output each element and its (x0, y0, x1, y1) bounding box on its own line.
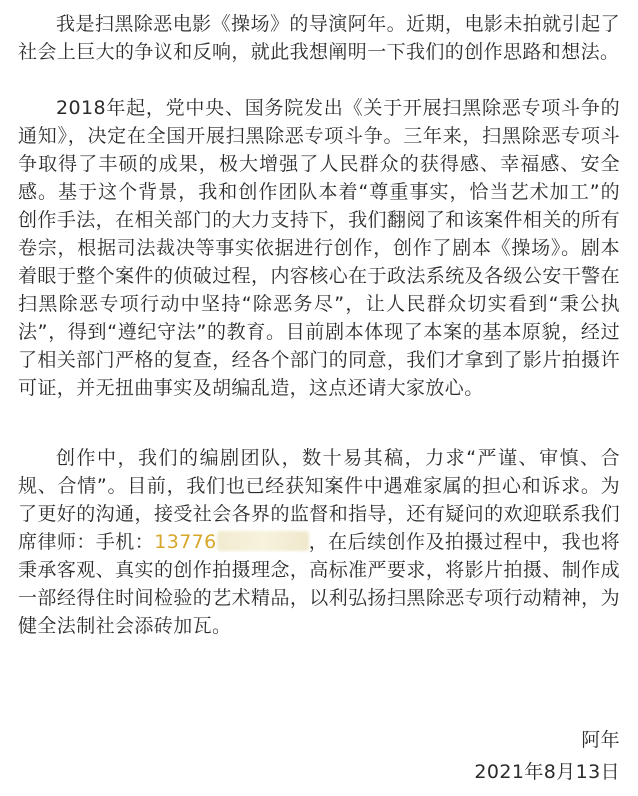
paragraph-background: 2018年起，党中央、国务院发出《关于开展扫黑除恶专项斗争的通知》，决定在全国开展扫黑除恶专项斗争。三年来，扫黑除恶专项斗争取得了丰硕的成果，极大增强了人民群众的获得感、幸福感、安全感。基于这个背景，我和创作团队本着“尊重事实，恰当艺术加工”的创作手法，在相关部门的大力支持下，我们翻阅了和该案件相关的所有卷宗，根据司法裁决等事实依据进行创作，创作了剧本《操场》。剧本着眼于整个案件的侦破过程，内容核心在于政法系统及各级公安干警在扫黑除恶专项行动中坚持“除恶务尽”，让人民群众切实看到“秉公执法”，得到“遵纪守法”的教育。目前剧本体现了本案的基本原貌，经过了相关部门严格的复查，经各个部门的同意，我们才拿到了影片拍摄许可证，并无扭曲事实及胡编乱造，这点还请大家放心。 (18, 97, 620, 399)
signature-name: 阿年 (581, 729, 620, 751)
paragraph-creation-text: 创作中，我们的编剧团队，数十易其稿，力求“严谨、审慎、合规、合情”。目前，我们也已经获知案件中遇难家属的担心和诉求。为了更好的沟通，接受社会各界的监督和指导，还有疑问的欢迎联系我们席律师：手机： (18, 447, 620, 553)
paragraph-creation-text-cont: ，在后续创作及拍摄过程中，我也将秉承客观、真实的创作拍摄理念，高标准严要求，将影片拍摄、制作成一部经得住时间检验的艺术精品，以利弘扬扫黑除恶专项行动精神，为健全法制社会添砖加瓦。 (18, 531, 620, 637)
redacted-phone-blur (217, 531, 309, 551)
signature-date: 2021年8月13日 (474, 761, 620, 783)
paragraph-creation (18, 444, 620, 640)
phone-number: 13776 (154, 531, 217, 553)
paragraph-intro: 我是扫黑除恶电影《操场》的导演阿年。近期，电影未拍就引起了社会上巨大的争议和反响，就此我想阐明一下我们的创作思路和想法。 (18, 13, 620, 63)
